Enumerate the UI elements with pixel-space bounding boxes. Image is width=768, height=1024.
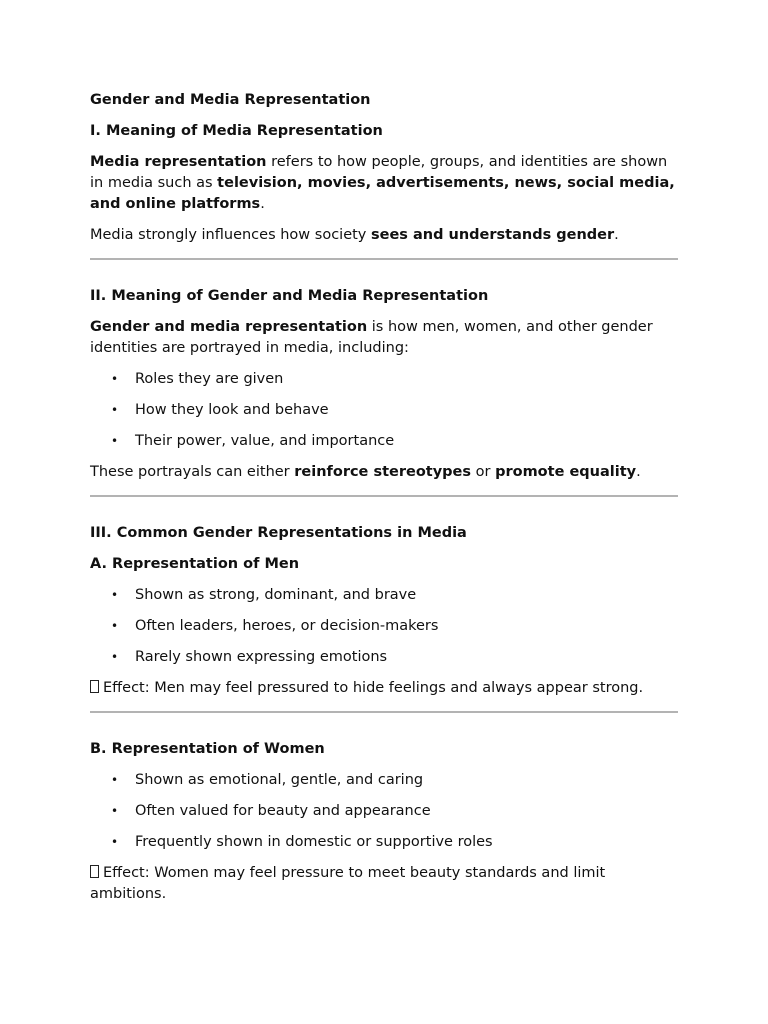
section-2-p2-end: . — [636, 464, 641, 480]
list-item: • How they look and behave — [135, 400, 678, 421]
section-1-p2-text: Media strongly influences how society — [90, 227, 371, 243]
section-1-paragraph-2 — [90, 225, 678, 246]
divider-3 — [90, 711, 678, 713]
women-effect-text: Effect: Women may feel pressure to meet beauty standards and limit ambitions. — [90, 865, 606, 902]
list-item: • Roles they are given — [135, 369, 678, 390]
divider-1 — [90, 258, 678, 260]
section-2-p2-text1: These portrayals can either — [90, 464, 295, 480]
men-heading: A. Representation of Men — [90, 556, 300, 572]
section-1-p2-end: . — [614, 227, 619, 243]
missing-glyph-icon — [90, 865, 99, 878]
list-item: • Their power, value, and importance — [135, 431, 678, 452]
women-list — [90, 770, 678, 853]
media-types: television, movies, advertisements, news, social media, and online platforms — [90, 175, 675, 212]
list-item: • Often valued for beauty and appearance — [135, 801, 678, 822]
men-effect-text: Effect: Men may feel pressured to hide feelings and always appear strong. — [103, 680, 644, 696]
section-2-list — [90, 369, 678, 452]
women-effect — [90, 863, 678, 905]
promote-equality: promote equality — [495, 464, 637, 480]
section-3-heading: III. Common Gender Representations in Media — [90, 525, 467, 541]
section-1-paragraph-1 — [90, 152, 678, 215]
reinforce-stereotypes: reinforce stereotypes — [294, 464, 472, 480]
men-list — [90, 585, 678, 668]
list-item: • Often leaders, heroes, or decision-makers — [135, 616, 678, 637]
divider-2 — [90, 495, 678, 497]
section-1-p2-bold: sees and understands gender — [371, 227, 615, 243]
term-media-representation: Media representation — [90, 154, 267, 170]
document-title: Gender and Media Representation — [90, 92, 371, 108]
section-2-paragraph-2 — [90, 462, 678, 483]
document-page — [90, 90, 678, 915]
list-item: • Shown as strong, dominant, and brave — [135, 585, 678, 606]
list-item: • Rarely shown expressing emotions — [135, 647, 678, 668]
women-heading: B. Representation of Women — [90, 741, 325, 757]
list-item: • Frequently shown in domestic or supportive roles — [135, 832, 678, 853]
section-2-p1-text: is how men, women, and other gender identities are portrayed in media, including: — [90, 319, 653, 356]
section-2-p2-text2: or — [471, 464, 496, 480]
section-1-p1-end: . — [260, 196, 265, 212]
men-effect — [90, 678, 678, 699]
missing-glyph-icon — [90, 680, 99, 693]
section-1-heading: I. Meaning of Media Representation — [90, 123, 383, 139]
term-gender-media-representation: Gender and media representation — [90, 319, 368, 335]
section-2-paragraph-1 — [90, 317, 678, 359]
section-2-heading: II. Meaning of Gender and Media Representation — [90, 288, 489, 304]
list-item: • Shown as emotional, gentle, and caring — [135, 770, 678, 791]
section-1-p1-text: refers to how people, groups, and identities are shown in media such as — [90, 154, 668, 191]
